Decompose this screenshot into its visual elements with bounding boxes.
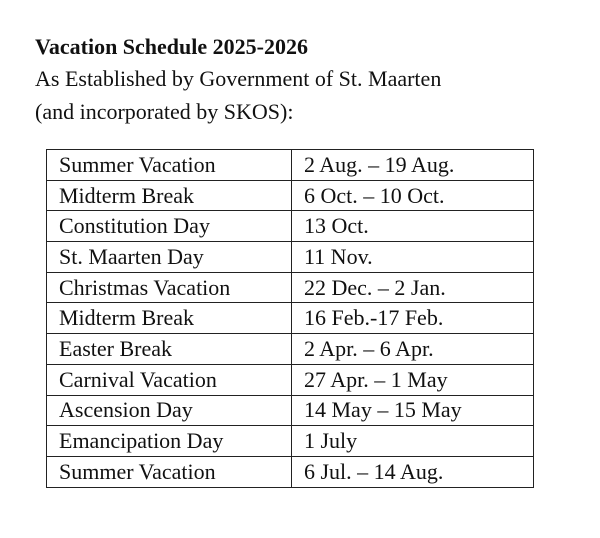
subtitle-line-1: As Established by Government of St. Maarten xyxy=(35,66,442,91)
dates-cell: 13 Oct. xyxy=(292,211,534,242)
dates-cell: 16 Feb.-17 Feb. xyxy=(292,303,534,334)
table-row xyxy=(47,272,534,303)
event-cell: Midterm Break xyxy=(47,180,292,211)
dates-cell: 22 Dec. – 2 Jan. xyxy=(292,272,534,303)
table-row xyxy=(47,150,534,181)
table-row xyxy=(47,180,534,211)
table-row xyxy=(47,242,534,273)
event-cell: Constitution Day xyxy=(47,211,292,242)
dates-cell: 2 Apr. – 6 Apr. xyxy=(292,334,534,365)
event-cell: Summer Vacation xyxy=(47,150,292,181)
event-cell: Summer Vacation xyxy=(47,456,292,487)
event-cell: Christmas Vacation xyxy=(47,272,292,303)
dates-cell: 11 Nov. xyxy=(292,242,534,273)
event-cell: Easter Break xyxy=(47,334,292,365)
event-cell: Emancipation Day xyxy=(47,426,292,457)
table-row xyxy=(47,456,534,487)
document-title: Vacation Schedule 2025-2026 xyxy=(35,34,308,59)
subtitle-line-2: (and incorporated by SKOS): xyxy=(35,99,294,124)
event-cell: Carnival Vacation xyxy=(47,364,292,395)
dates-cell: 1 July xyxy=(292,426,534,457)
table-row xyxy=(47,364,534,395)
dates-cell: 6 Jul. – 14 Aug. xyxy=(292,456,534,487)
dates-cell: 6 Oct. – 10 Oct. xyxy=(292,180,534,211)
dates-cell: 27 Apr. – 1 May xyxy=(292,364,534,395)
dates-cell: 2 Aug. – 19 Aug. xyxy=(292,150,534,181)
table-row xyxy=(47,395,534,426)
table-row xyxy=(47,426,534,457)
event-cell: St. Maarten Day xyxy=(47,242,292,273)
table-row xyxy=(47,303,534,334)
table-row xyxy=(47,334,534,365)
table-row xyxy=(47,211,534,242)
dates-cell: 14 May – 15 May xyxy=(292,395,534,426)
vacation-schedule-table xyxy=(46,149,534,488)
event-cell: Ascension Day xyxy=(47,395,292,426)
event-cell: Midterm Break xyxy=(47,303,292,334)
